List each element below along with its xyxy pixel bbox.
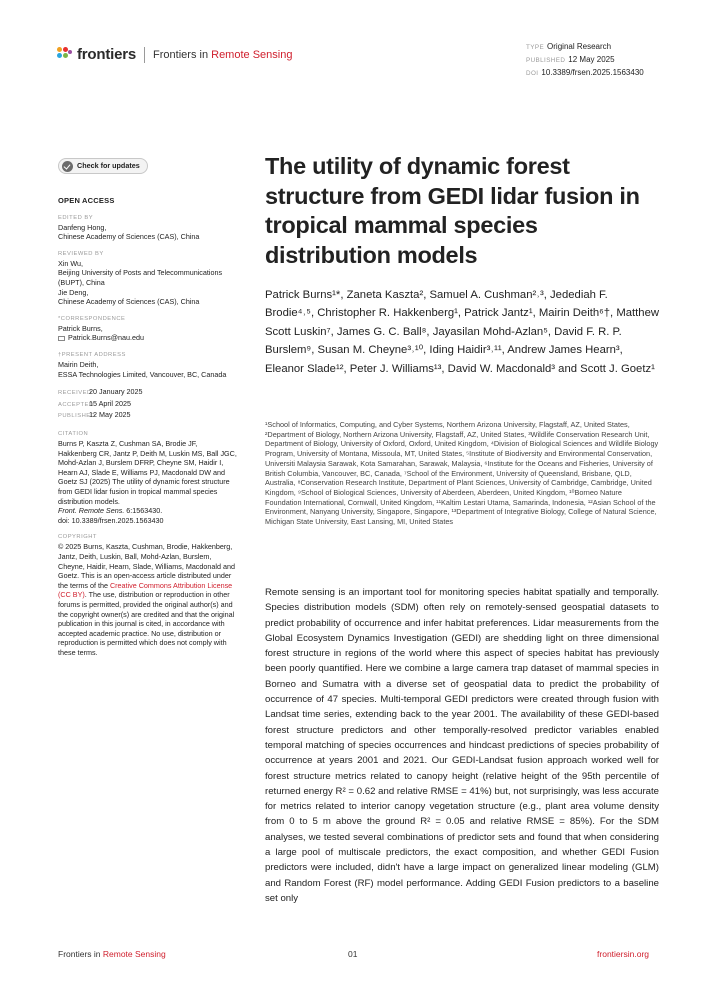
divider	[144, 47, 145, 63]
editor-name: Danfeng Hong,	[58, 222, 107, 232]
reviewer-affiliation: Chinese Academy of Sciences (CAS), China	[58, 297, 200, 307]
correspondence-name: Patrick Burns,	[58, 323, 103, 333]
mail-icon	[58, 336, 65, 341]
article-type: Original Research	[547, 42, 612, 51]
journal-name: Frontiers in Remote Sensing	[153, 48, 293, 61]
reviewer-name: Xin Wu,	[58, 258, 84, 268]
present-address-affiliation: ESSA Technologies Limited, Vancouver, BC, Canada	[58, 369, 227, 379]
check-updates-button[interactable]: Check for updates	[58, 158, 148, 174]
present-address-name: Mairin Deith,	[58, 360, 99, 370]
editor-affiliation: Chinese Academy of Sciences (CAS), China	[58, 232, 200, 242]
cc-by-link[interactable]: Creative Commons Attribution License (CC BY)	[58, 580, 233, 600]
frontiers-logo-icon	[57, 47, 73, 63]
footer-site-link[interactable]: frontiersin.org	[597, 949, 649, 959]
article-dates: RECEIVED20 January 2025 ACCEPTED15 April 2025 PUBLISHED12 May 2025	[58, 387, 143, 420]
footer-journal: Frontiers in Remote Sensing	[58, 949, 166, 959]
article-meta: TYPE Original Research PUBLISHED 12 May 2025 DOI 10.3389/frsen.2025.1563430	[526, 42, 644, 77]
copyright-label: COPYRIGHT	[58, 534, 97, 541]
copyright-text: © 2025 Burns, Kaszta, Cushman, Brodie, Hakkenberg, Jantz, Deith, Luskin, Ball, Mohd-Azlan, Burslem, Cheyne, Haidir, Hearn, Slade, Williams, Macdonald and Goetz. This is an open-access article distributed under the terms of the Creative Commons Attribution License (CC BY). The use, distribution or reproduction in other forums is permitted, provided the original author(s) and the copyright owner(s) are credited and that the original publication in this journal is cited, in accordance with accepted academic practice. No use, distribution or reproduction is permitted which does not comply with these terms.	[58, 542, 235, 657]
affiliations: ¹School of Informatics, Computing, and Cyber Systems, Northern Arizona University, Flagstaff, AZ, United States, ²Department of Biology, Northern Arizona University, Flagstaff, AZ, United States, ³Wildlife Conservation Research Unit, Department of Biology, University of Oxford, Oxford, United Kingdom, ⁴Division of Biological Sciences and Wildlife Biology Program, University of Montana, Missoula, MT, United States, ⁵Institute of Biodiversity and Environmental Conservation, Universiti Malaysia Sarawak, Kota Samarahan, Sarawak, Malaysia, ⁶Institute for the Oceans and Fisheries, University of British Columbia, Vancouver, BC, Canada, ⁷School of the Environment, University of Queensland, Brisbane, QLD, Australia, ⁸Conservation Research Institute, Department of Plant Sciences, University of Cambridge, Cambridge, United Kingdom, ⁹School of Biological Sciences, University of Aberdeen, Aberdeen, United Kingdom, ¹⁰Borneo Nature Foundation International, Cornwall, United Kingdom, ¹¹Kaltim Lestari Utama, Samarinda, Indonesia, ¹²Asian School of the Environment, Nanyang University, Singapore, Singapore, ¹³Department of Integrative Biology, College of Natural Science, Michigan State University, East Lansing, MI, United States	[265, 420, 659, 527]
reviewed-by-label: REVIEWED BY	[58, 250, 104, 257]
citation-text: Burns P, Kaszta Z, Cushman SA, Brodie JF, Hakkenberg CR, Jantz P, Deith M, Luskin MS, Ball JGC, Mohd-Azlan J, Burslem DFRP, Cheyne SM, Haidir I, Hearn AJ, Slade E, Williams PJ, Macdonald DW and Goetz SJ (2025) The utility of dynamic forest structure from GEDI lidar fusion in tropical mammal species distribution models. Front. Remote Sens. 6:1563430. doi: 10.3389/frsen.2025.1563430	[58, 439, 237, 525]
sidebar	[58, 158, 238, 657]
citation-label: CITATION	[58, 431, 89, 437]
check-icon	[62, 161, 73, 172]
article-title: The utility of dynamic forest structure from GEDI lidar fusion in tropical mammal species distribution models	[265, 153, 640, 268]
abstract: Remote sensing is an important tool for monitoring species habitat spatially and temporally. Species distribution models (SDM) often rely on remotely-sensed geospatial datasets to predict probability of occurrence and infer habitat preferences. Lidar measurements from the Global Ecosystem Dynamics Investigation (GEDI) are shedding light on three dimensional forest structure in regions of the world where this aspect of species habitat has previously been poorly quantified. Here we combine a large camera trap dataset of mammal species in Borneo and Sumatra with a diverse set of geospatial data to predict the probability of occurrence of 47 species. Multi-temporal GEDI predictors were created through fusion with Landsat time series, extending back to the year 2001. The availability of these GEDI-based forest structure predictors and other temporally-resolved predictor variables enabled temporal matching of species occurrences and hindcast predictions of species probability of occurrence at years 2001 and 2021. Our GEDI-Landsat fusion approach worked well for forest structure metrics related to canopy height (relative height of the 95th percentile of returned energy R² = 0.62 and relative RMSE = 41%) but, not surprisingly, was less accurate for metrics related to interior canopy vegetation structure (e.g., plant area volume density from 0 to 5 m above the ground R² = 0.05 and relative RMSE = 85%). For the SDM analyses, we tested several combinations of predictor sets and found that when considering a large pool of multiscale predictors, the exact composition, and whether GEDI Fusion predictors were included, didn't have a large impact on generalized linear modeling (GLM) and Random Forest (RF) model performance. Adding GEDI Fusion predictors to a baseline set only	[265, 587, 659, 904]
doi-link[interactable]: 10.3389/frsen.2025.1563430	[541, 68, 644, 77]
page-number: 01	[348, 949, 358, 959]
published-date: 12 May 2025	[568, 55, 615, 64]
brand-name: frontiers	[77, 46, 137, 63]
present-address-label: †PRESENT ADDRESS	[58, 352, 126, 359]
reviewer-affiliation: Beijing University of Posts and Telecommunications (BUPT), China	[58, 268, 223, 288]
reviewer-name: Jie Deng,	[58, 287, 89, 297]
correspondence-email[interactable]: Patrick.Burns@nau.edu	[58, 333, 238, 343]
citation-doi[interactable]: doi: 10.3389/frsen.2025.1563430	[58, 515, 164, 525]
correspondence-label: *CORRESPONDENCE	[58, 315, 126, 322]
open-access-label: OPEN ACCESS	[58, 196, 115, 206]
author-list: Patrick Burns¹*, Zaneta Kaszta², Samuel A. Cushman²˒³, Jedediah F. Brodie⁴˒⁵, Christopher R. Hakkenberg¹, Patrick Jantz¹, Mairin Deith⁶†, Matthew Scott Luskin⁷, James G. C. Ball⁸, Jayasilan Mohd-Azlan⁵, David F. R. P. Burslem⁹, Susan M. Cheyne³˒¹⁰, Iding Haidir³˒¹¹, Andrew James Hearn³, Eleanor Slade¹², Peter J. Williams¹³, David W. Macdonald³ and Scott J. Goetz¹	[265, 289, 660, 375]
frontiers-logo[interactable]	[57, 46, 292, 63]
edited-by-label: EDITED BY	[58, 214, 94, 221]
